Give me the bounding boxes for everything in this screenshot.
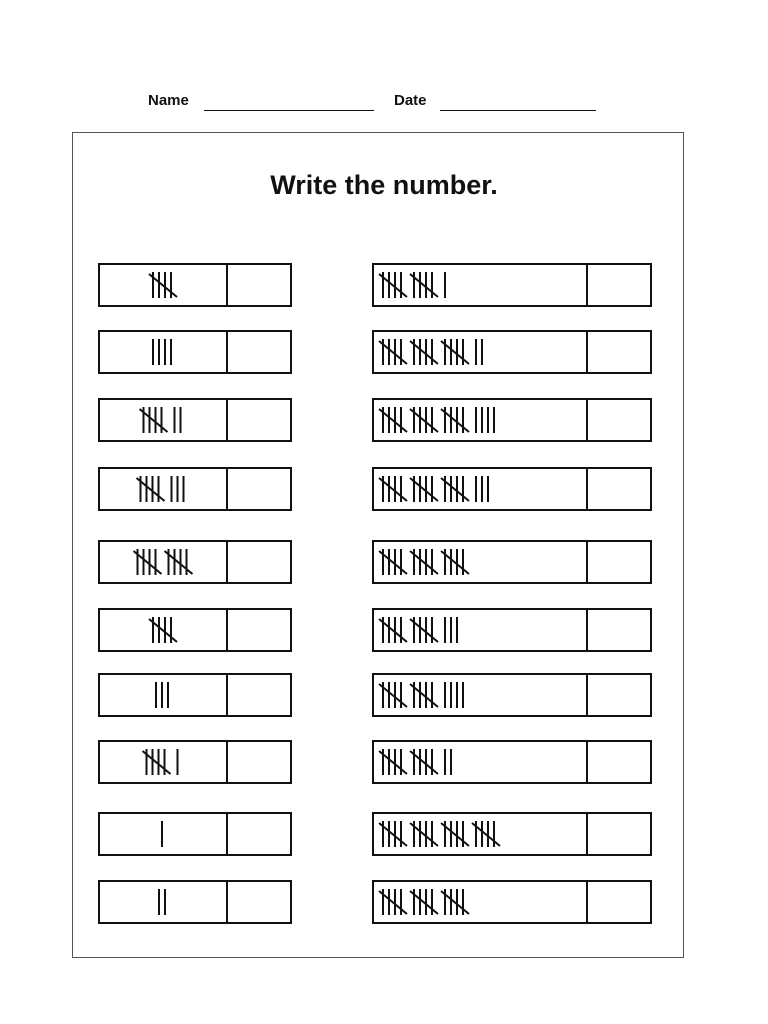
answer-box[interactable] [226,742,290,782]
answer-box[interactable] [586,265,650,305]
answer-box[interactable] [226,610,290,650]
name-label: Name [148,92,189,109]
answer-box[interactable] [586,882,650,922]
name-field[interactable] [204,110,374,111]
tally-exercise-left-10 [98,880,292,924]
answer-box[interactable] [586,814,650,854]
date-label: Date [394,92,427,109]
answer-box[interactable] [586,742,650,782]
answer-box[interactable] [226,882,290,922]
answer-box[interactable] [586,332,650,372]
answer-box[interactable] [226,469,290,509]
answer-box[interactable] [226,265,290,305]
worksheet-title: Write the number. [270,170,498,200]
answer-box[interactable] [586,469,650,509]
tally-exercise-left-8 [98,740,292,784]
answer-box[interactable] [226,814,290,854]
answer-box[interactable] [226,332,290,372]
tally-exercise-left-6 [98,608,292,652]
tally-exercise-left-9 [98,812,292,856]
tally-exercise-left-4 [98,467,292,511]
answer-box[interactable] [226,542,290,582]
answer-box[interactable] [586,400,650,440]
answer-box[interactable] [586,610,650,650]
tally-marks [0,0,1,1]
answer-box[interactable] [586,542,650,582]
answer-box[interactable] [226,675,290,715]
tally-exercise-left-3 [98,398,292,442]
tally-exercise-left-5 [98,540,292,584]
date-field[interactable] [440,110,596,111]
header [0,92,768,116]
tally-exercise-left-2 [98,330,292,374]
answer-box[interactable] [226,400,290,440]
tally-exercise-left-7 [98,673,292,717]
tally-exercise-left-1 [98,263,292,307]
answer-box[interactable] [586,675,650,715]
